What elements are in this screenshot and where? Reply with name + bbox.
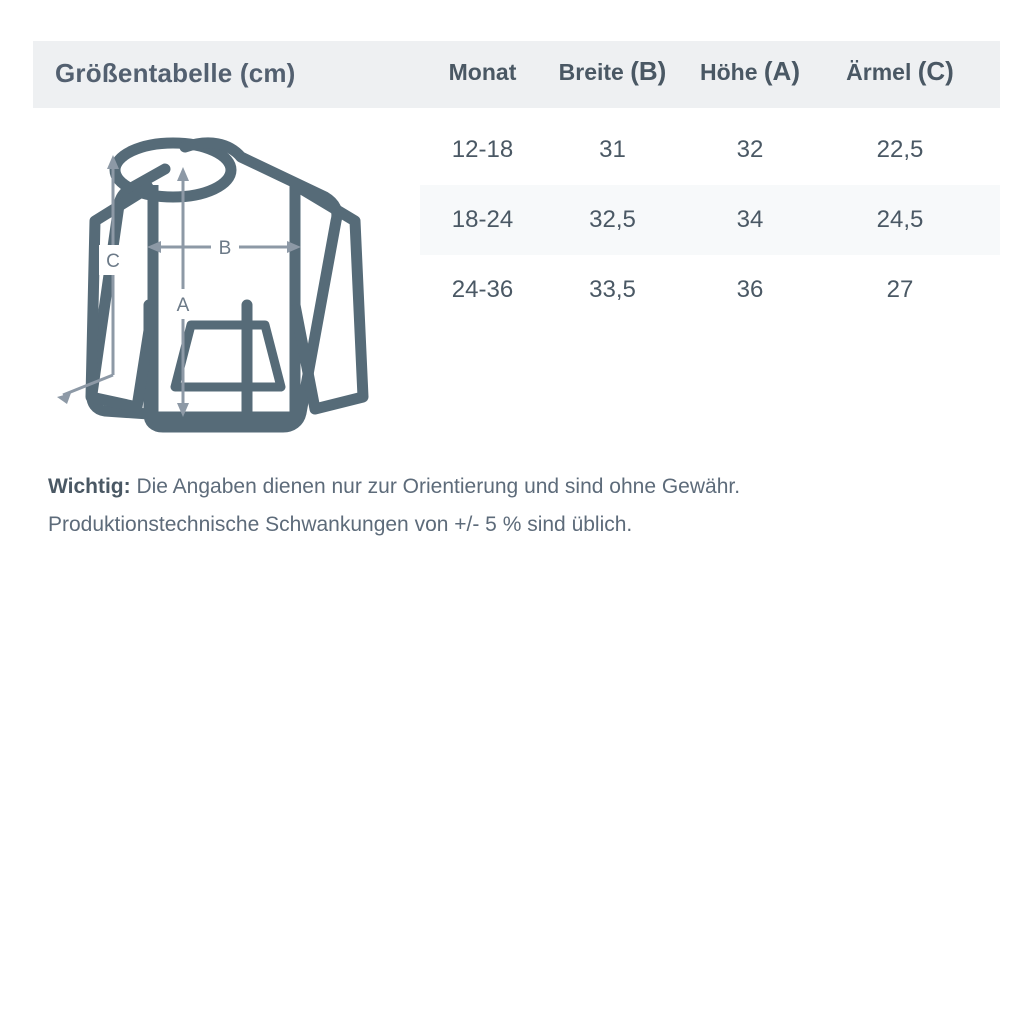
cell-breite: 33,5	[589, 276, 636, 303]
cell-monat: 12-18	[451, 136, 514, 163]
disclaimer-text-1: Die Angaben dienen nur zur Orientierung und sind ohne Gewähr.	[130, 475, 741, 498]
cell-breite: 31	[599, 136, 626, 163]
column-header-monat	[420, 59, 545, 86]
table-header-row	[420, 56, 1000, 87]
disclaimer-strong: Wichtig:	[48, 475, 131, 498]
column-header-hoehe	[680, 56, 820, 87]
column-header-monat-label: Monat	[448, 59, 517, 85]
column-header-aermel-label: Ärmel	[846, 59, 912, 85]
table-row	[420, 255, 1000, 325]
cell-hoehe: 34	[736, 206, 764, 233]
cell-monat: 24-36	[451, 276, 514, 303]
page-title: Größentabelle (cm)	[55, 58, 296, 88]
disclaimer-line-2: Produktionstechnische Schwankungen von +/- 5 % sind üblich.	[48, 513, 633, 536]
cell-aermel: 22,5	[876, 136, 924, 163]
column-header-breite-code: (B)	[630, 56, 667, 86]
table-row	[420, 115, 1000, 185]
label-a: A	[176, 295, 190, 316]
cell-hoehe: 32	[736, 136, 764, 163]
cell-aermel: 27	[886, 276, 914, 303]
table-row	[420, 185, 1000, 255]
cell-aermel: 24,5	[876, 206, 924, 233]
column-header-aermel-code: (C)	[917, 56, 954, 86]
hoodie-illustration	[33, 125, 423, 455]
column-header-aermel	[820, 56, 980, 87]
column-header-hoehe-code: (A)	[763, 56, 800, 86]
disclaimer-line-1	[48, 468, 978, 506]
cell-hoehe: 36	[736, 276, 764, 303]
disclaimer-note	[48, 468, 978, 544]
column-header-breite-label: Breite	[558, 59, 624, 85]
label-b: B	[218, 238, 232, 259]
column-header-hoehe-label: Höhe	[700, 59, 758, 85]
table-body	[420, 115, 1000, 325]
label-c: C	[106, 251, 120, 272]
cell-monat: 18-24	[451, 206, 514, 233]
column-header-breite	[545, 56, 680, 87]
cell-breite: 32,5	[589, 206, 636, 233]
